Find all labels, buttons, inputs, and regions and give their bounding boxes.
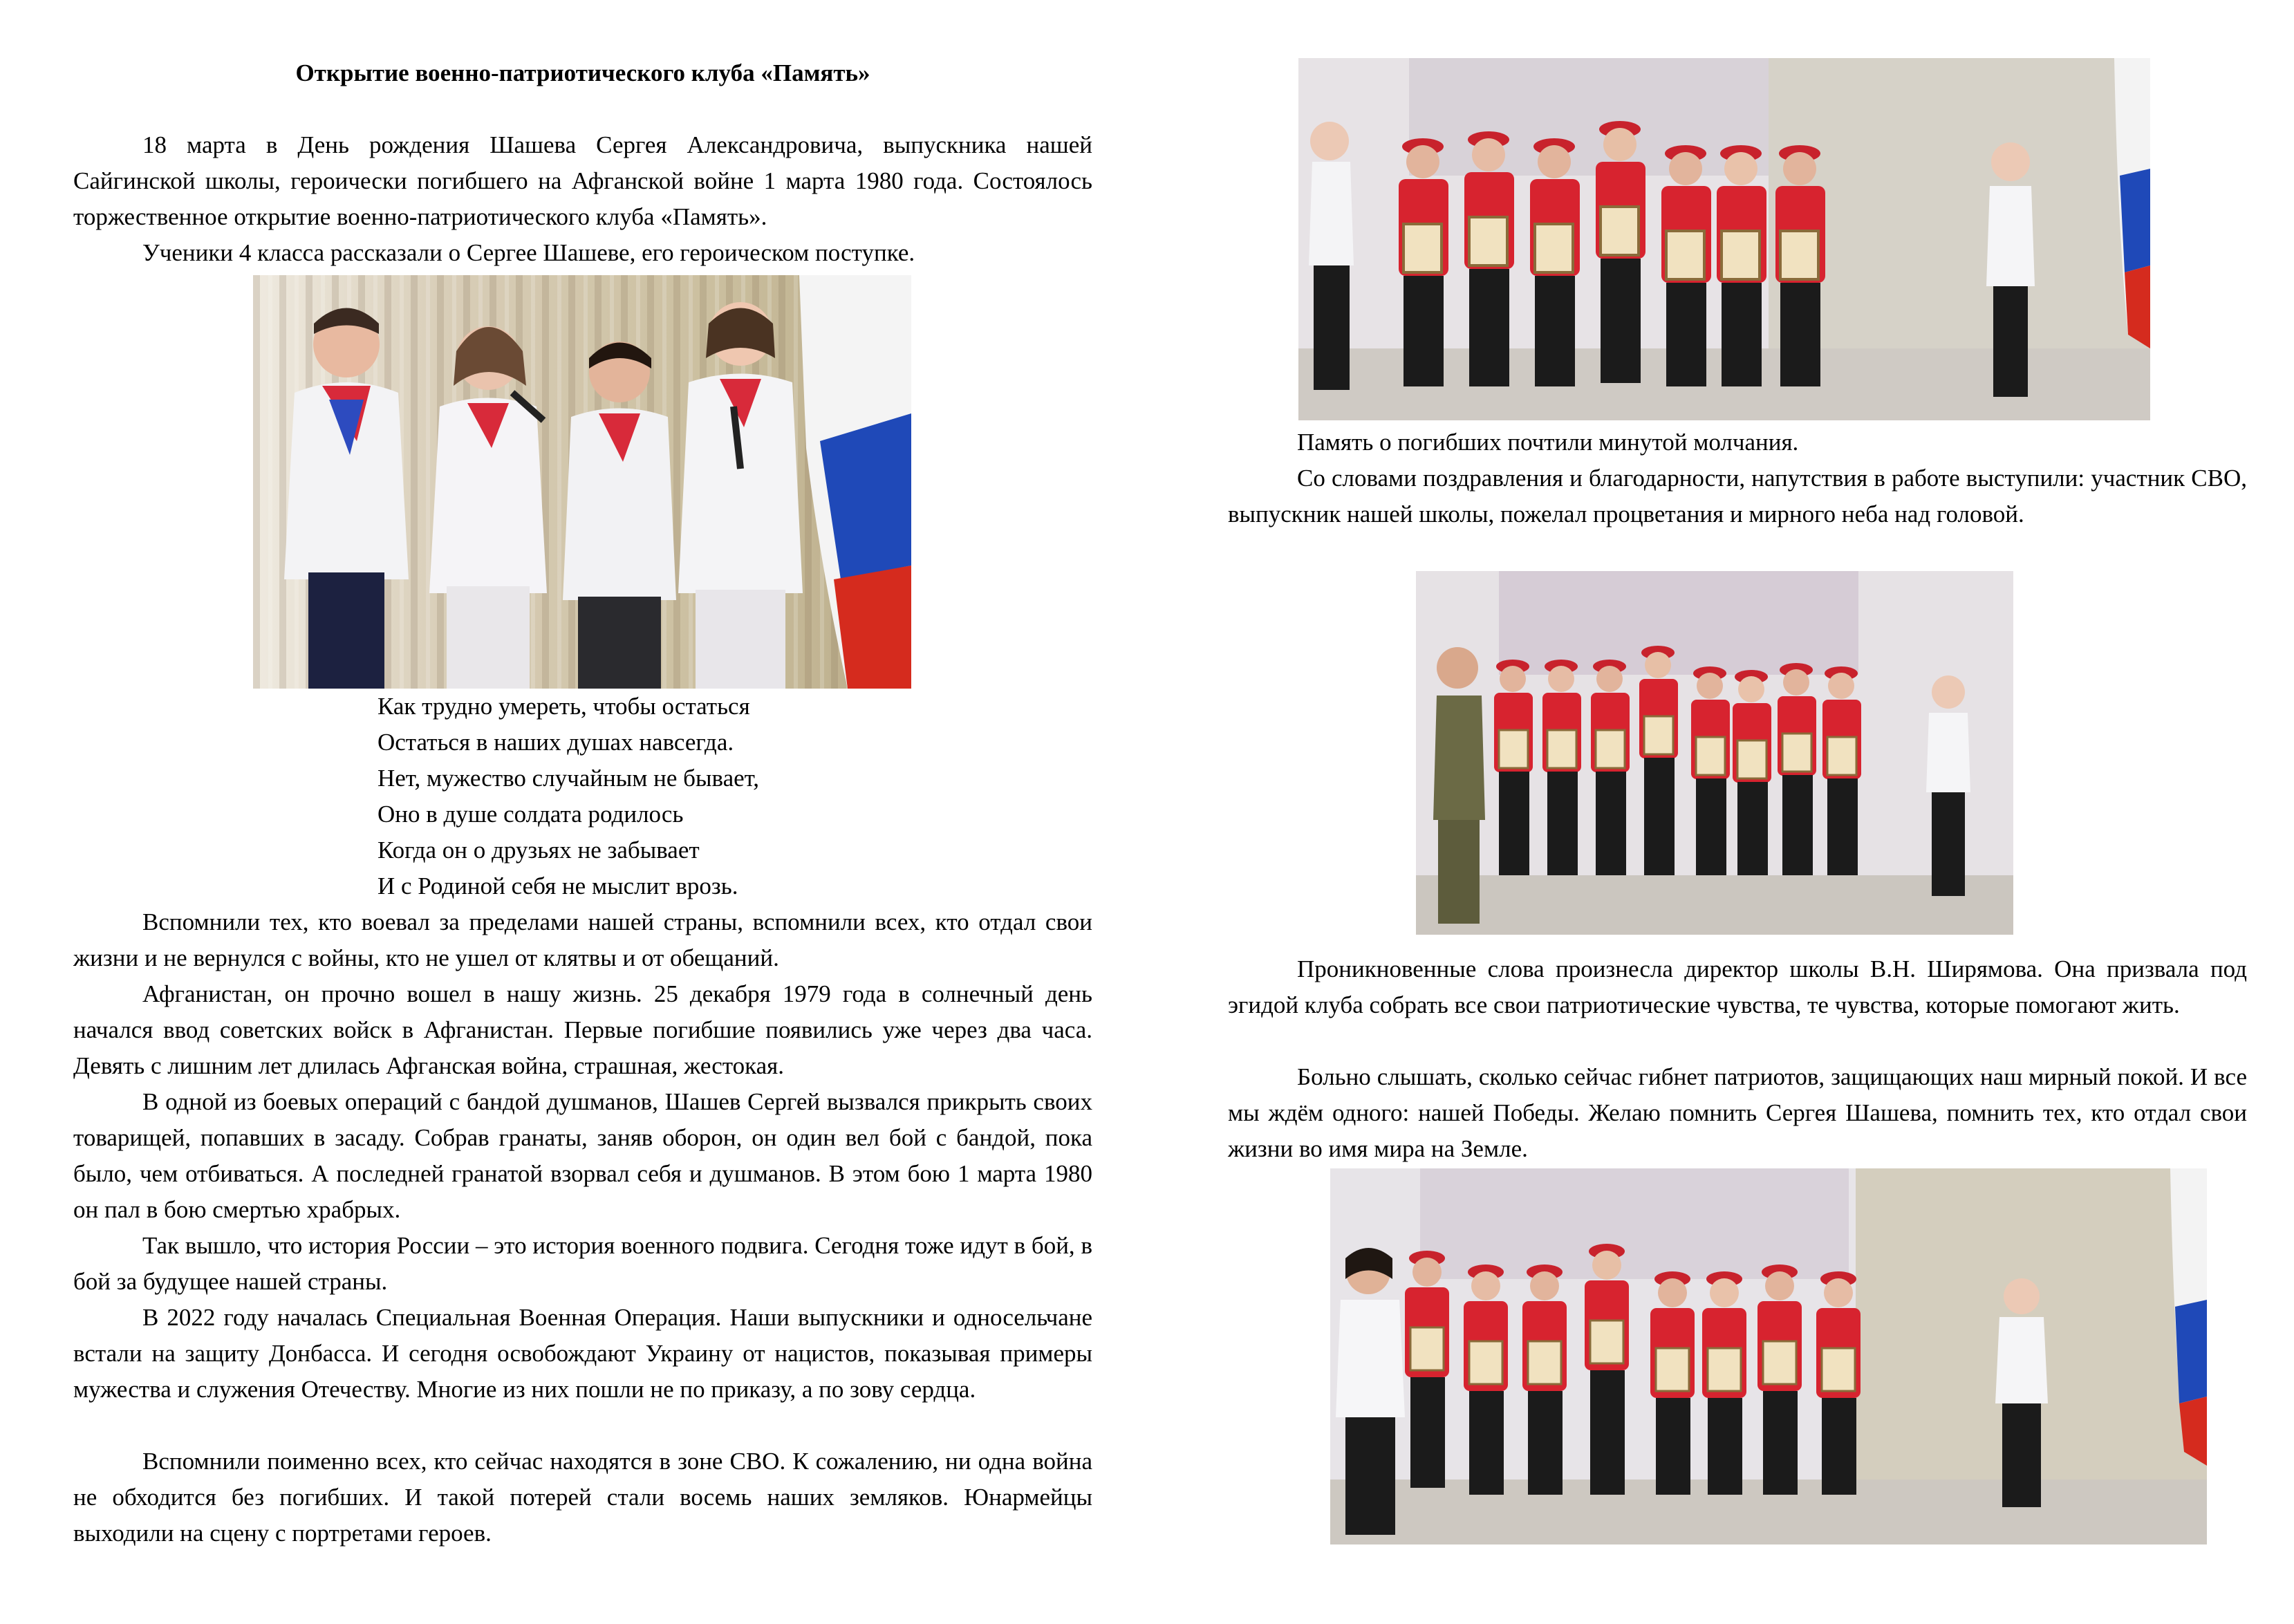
caption-minute-silence: Память о погибших почтили минутой молчания. <box>1297 429 1799 456</box>
paragraph-greetings: Со словами поздравления и благодарности, напутствия в работе выступили: участник СВО, выпускник нашей школы, пожелал процветания и мирного неба над головой. <box>1228 465 2247 528</box>
photo-cadets-portraits <box>1298 58 2150 420</box>
paragraph-heroes: Вспомнили поименно всех, кто сейчас находятся в зоне СВО. К сожалению, ни одна война не обходится без погибших. И такой потерей стали восемь наших земляков. Юнармейцы выходили на сцену с портретами героев. <box>73 1448 1092 1547</box>
poem <box>377 689 759 904</box>
paragraph-intro: 18 марта в День рождения Шашева Сергея Александровича, выпускника нашей Сайгинской школы, героически погибшего на Афганской войне 1 марта 1980 года. Состоялось торжественное открытие военно-патриотического клуба «Память». <box>73 131 1092 230</box>
paragraph-afghanistan: Афганистан, он прочно вошел в нашу жизнь. 25 декабря 1979 года в солнечный день начался ввод советских войск в Афганистан. Первые погибшие появились уже через два часа. Девять с лишним лет длилась Афганская война, страшная, жестокая. <box>73 980 1092 1079</box>
paragraph-victory: Больно слышать, сколько сейчас гибнет патриотов, защищающих наш мирный покой. И все мы ждём одного: нашей Победы. Желаю помнить Сергея Шашева, помнить тех, кто отдал свои жизни во имя мира на Земле. <box>1228 1063 2247 1162</box>
photo-children-speaking <box>253 275 911 689</box>
poem-line: Остаться в наших душах навсегда. <box>377 729 734 756</box>
presenter-left-figure <box>1309 122 1354 390</box>
paragraph-svo: В 2022 году началась Специальная Военная Операция. Наши выпускники и односельчане встали на защиту Донбасса. И сегодня освобождают Украину от нацистов, показывая примеры мужества и служения Отечеству. Многие из них пошли не по приказу, а по зову сердца. <box>73 1304 1092 1403</box>
paragraph-students: Ученики 4 класса рассказали о Сергее Шашеве, его героическом поступке. <box>142 239 915 266</box>
paragraph-director: Проникновенные слова произнесла директор школы В.Н. Ширямова. Она призвала под эгидой клуба собрать все свои патриотические чувства, те чувства, которые помогают жить. <box>1228 955 2247 1018</box>
poem-line: Нет, мужество случайным не бывает, <box>377 765 760 792</box>
poem-line: Когда он о друзьях не забывает <box>377 837 700 864</box>
poem-line: И с Родиной себя не мыслит врозь. <box>377 872 738 899</box>
poem-line: Оно в душе солдата родилось <box>377 801 684 828</box>
paragraph-battle: В одной из боевых операций с бандой душманов, Шашев Сергей вызвался прикрыть своих товарищей, попавших в засаду. Собрав гранаты, заняв оборон, он один вел бой с бандой, пока было, чем отбиваться. А последней гранатой взорвал себя и душманов. В этом бою 1 марта 1980 он пал в бою смертью храбрых. <box>73 1088 1092 1223</box>
paragraph-history: Так вышло, что история России – это история военного подвига. Сегодня тоже идут в бой, в бой за будущее нашей страны. <box>73 1232 1092 1295</box>
paragraph-remembered: Вспомнили тех, кто воевал за пределами нашей страны, вспомнили всех, кто отдал свои жизни и не вернулся с войны, кто не ушел от клятвы и от обещаний. <box>73 908 1092 971</box>
photo-director-speaking <box>1330 1168 2207 1544</box>
photo-svo-participant <box>1416 571 2013 935</box>
article-title: Открытие военно-патриотического клуба «Память» <box>295 59 870 86</box>
poem-line: Как трудно умереть, чтобы остаться <box>377 693 750 720</box>
